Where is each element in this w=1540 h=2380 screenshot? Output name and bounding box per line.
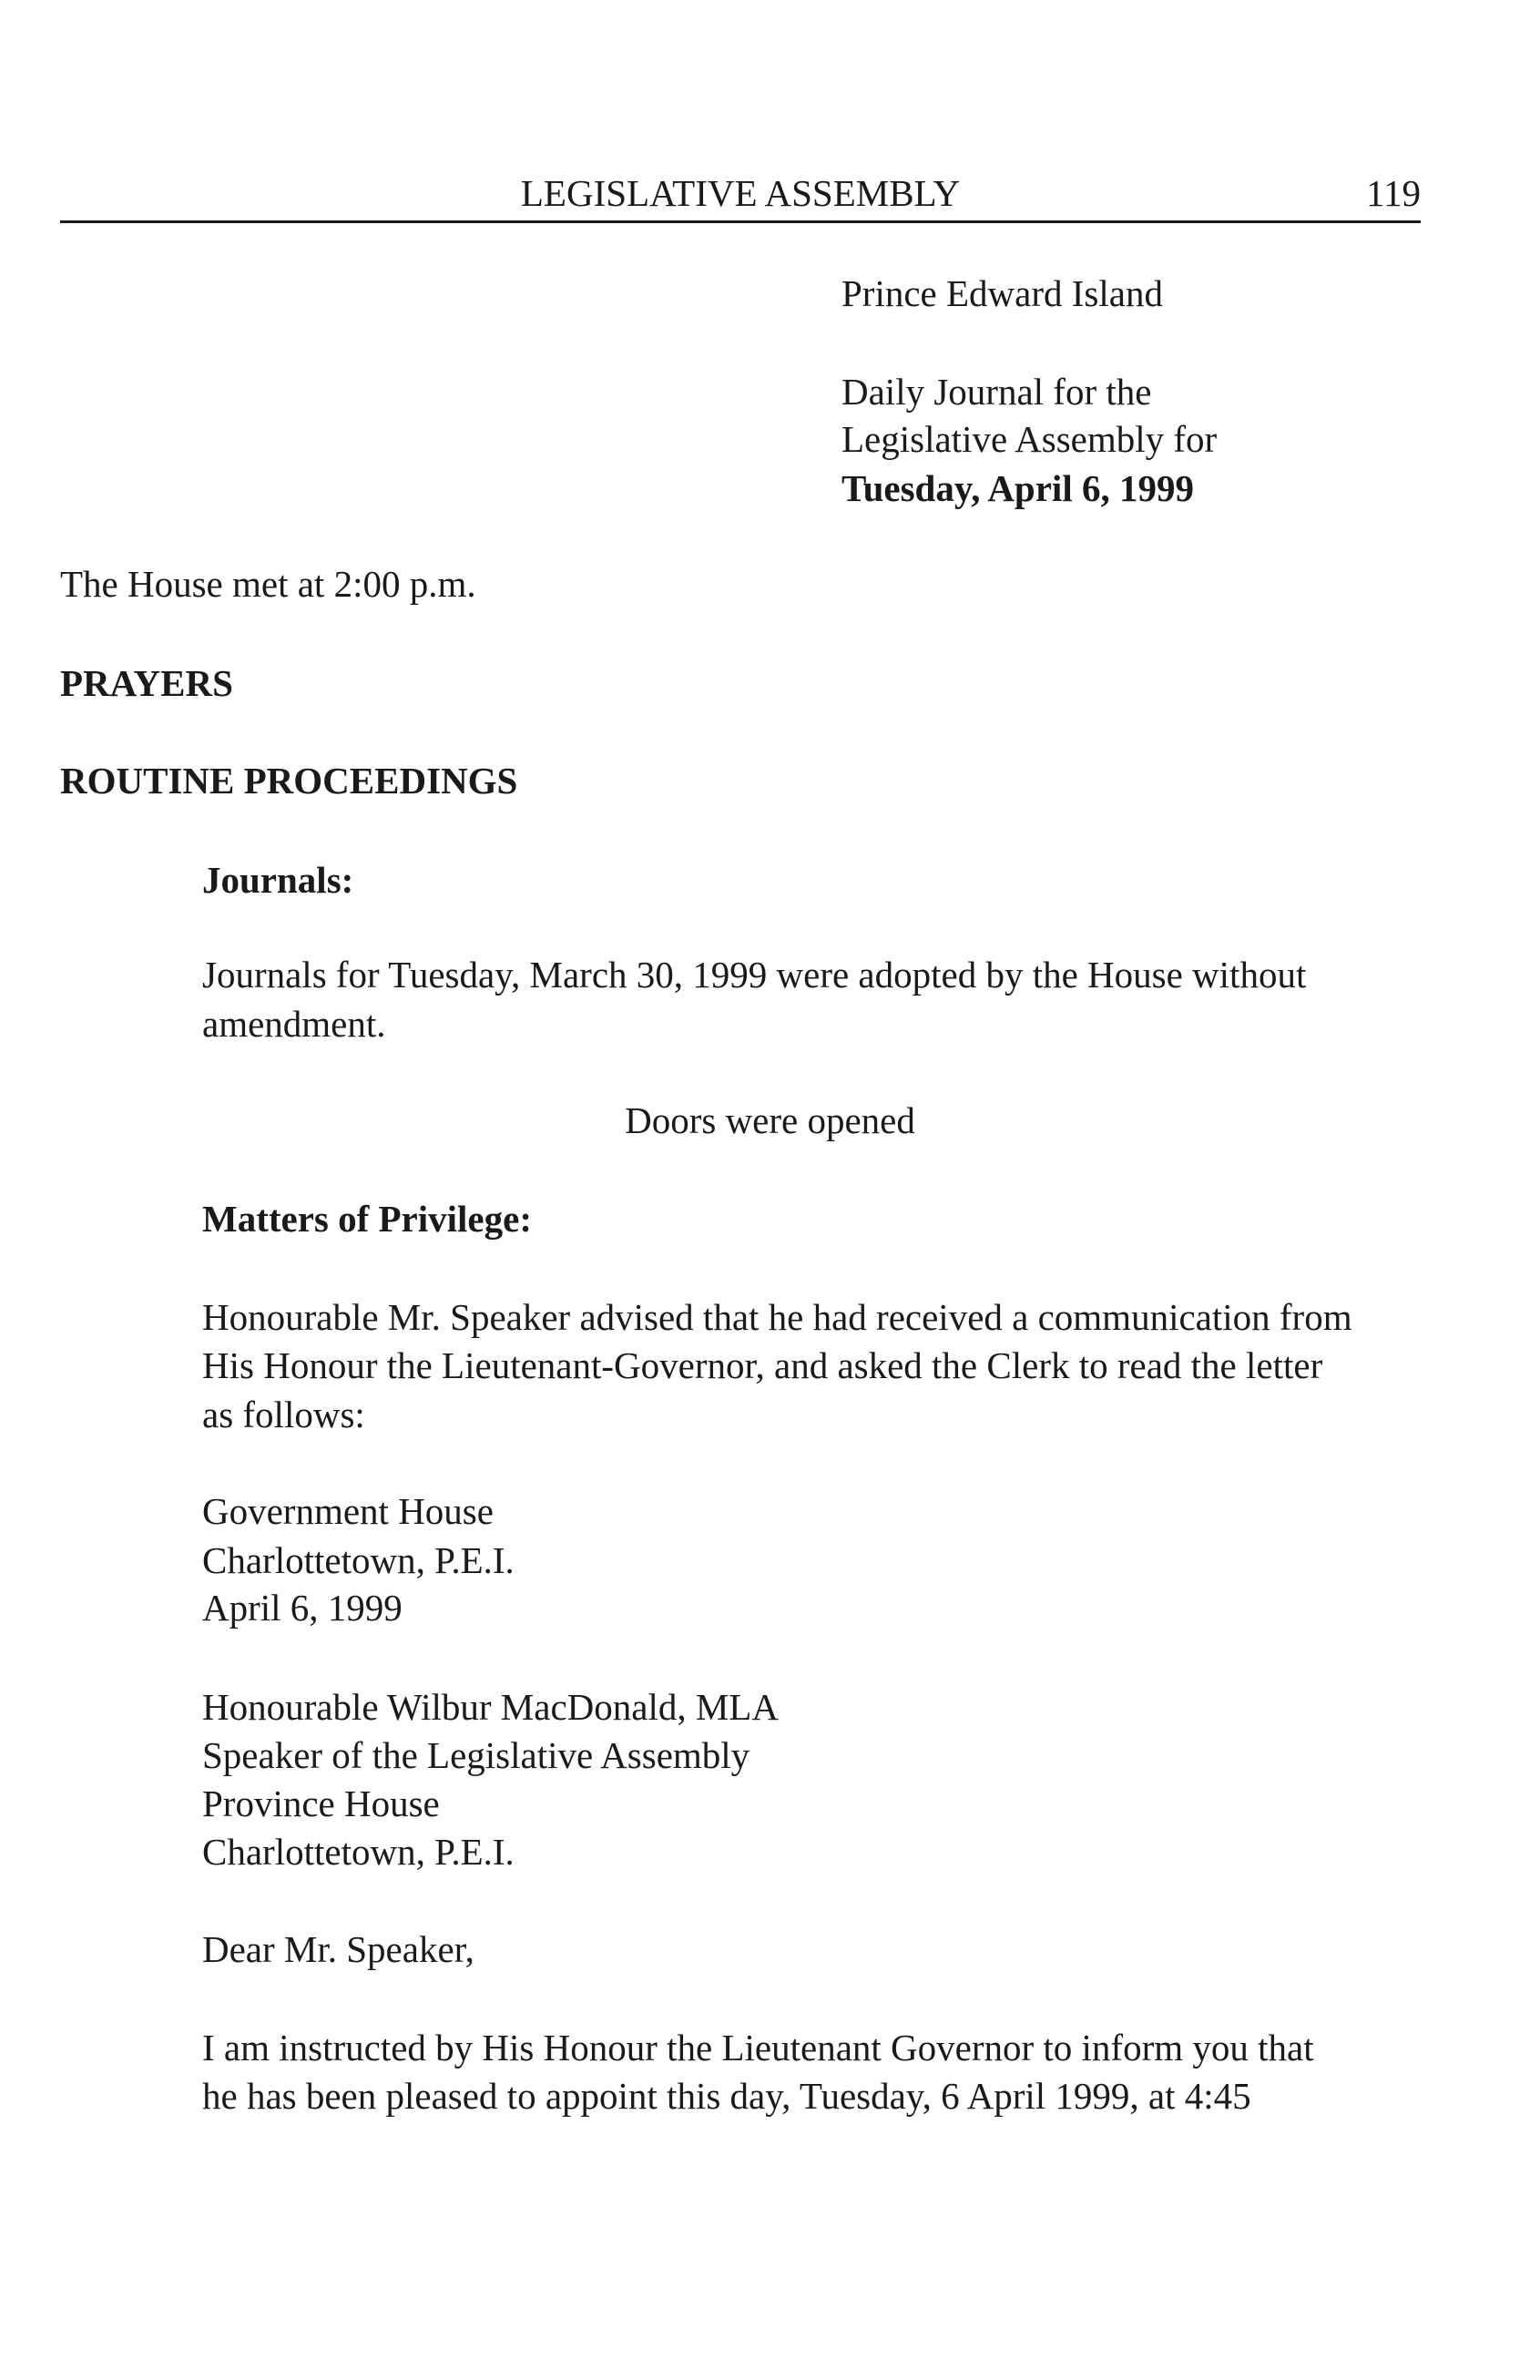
privilege-heading: Matters of Privilege: [202,1198,532,1240]
privilege-text-line-2: His Honour the Lieutenant-Governor, and asked the Clerk to read the letter [202,1344,1323,1386]
prayers-heading: PRAYERS [60,662,233,704]
letter-body-line-2: he has been pleased to appoint this day, Tuesday, 6 April 1999, at 4:45 [202,2075,1251,2117]
page-number: 119 [1366,172,1421,214]
province-name: Prince Edward Island [841,272,1163,314]
journal-title-line-1: Daily Journal for the [841,371,1152,413]
letter-recipient-line-3: Province House [202,1782,440,1824]
running-head-title: LEGISLATIVE ASSEMBLY [520,172,961,214]
letter-sender-line-1: Government House [202,1490,494,1532]
letter-body-line-1: I am instructed by His Honour the Lieutenant Governor to inform you that [202,2027,1314,2068]
journals-heading: Journals: [202,859,354,901]
journals-text-line-1: Journals for Tuesday, March 30, 1999 were adopted by the House without [202,954,1307,996]
running-head [60,169,1421,223]
routine-proceedings-heading: ROUTINE PROCEEDINGS [60,760,518,802]
letter-recipient-line-4: Charlottetown, P.E.I. [202,1831,515,1873]
journal-title-line-2: Legislative Assembly for [841,418,1218,460]
house-met-text: The House met at 2:00 p.m. [60,563,476,605]
doors-opened-text: Doors were opened [625,1099,915,1141]
letter-salutation: Dear Mr. Speaker, [202,1928,474,1970]
journals-text-line-2: amendment. [202,1003,386,1045]
letter-date: April 6, 1999 [202,1587,403,1629]
letter-sender-line-2: Charlottetown, P.E.I. [202,1539,515,1581]
privilege-text-line-1: Honourable Mr. Speaker advised that he had received a communication from [202,1296,1352,1338]
privilege-text-line-3: as follows: [202,1394,365,1435]
journal-date: Tuesday, April 6, 1999 [841,467,1194,509]
letter-recipient-line-1: Honourable Wilbur MacDonald, MLA [202,1686,779,1728]
letter-recipient-line-2: Speaker of the Legislative Assembly [202,1734,750,1776]
